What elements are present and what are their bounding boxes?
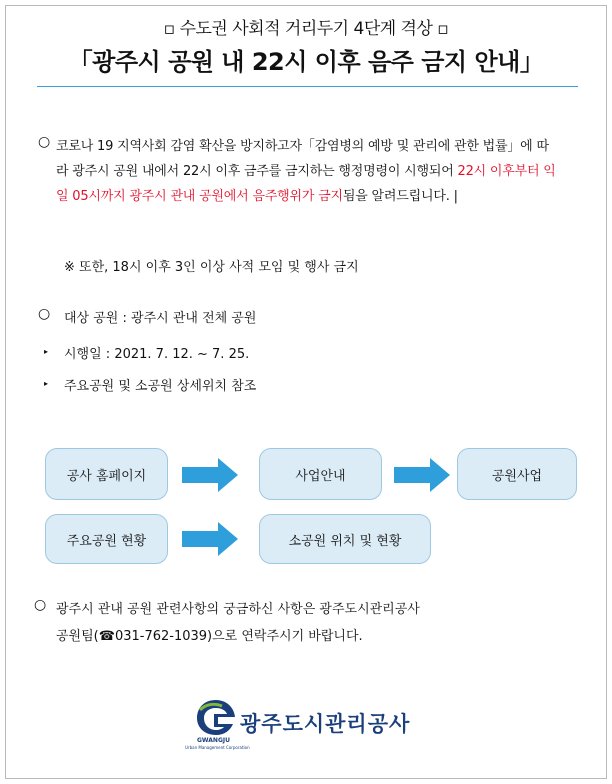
company-name-en: GWANGJU [197, 737, 230, 744]
gwangju-logo-icon [194, 698, 238, 738]
flow-box-business: 사업안내 [259, 448, 382, 500]
notice-text-part2: 됨을 알려드립니다. | [342, 189, 458, 204]
flow-box-homepage: 공사 홈페이지 [45, 448, 168, 500]
flow-box-main-parks: 주요공원 현황 [45, 514, 168, 564]
title-divider [37, 86, 578, 87]
contact-line-2: 공원팀(☎031-762-1039)으로 연락주시기 바랍니다. [56, 629, 363, 644]
gathering-note: ※ 또한, 18시 이후 3인 이상 사적 모임 및 행사 금지 [64, 260, 359, 275]
reference: 주요공원 및 소공원 상세위치 참조 [64, 379, 257, 394]
circle-bullet-icon: ○ [38, 134, 51, 150]
notice-paragraph [56, 134, 556, 209]
circle-bullet-icon: ○ [38, 306, 51, 322]
company-subtitle-en: Urban Management Corporation [185, 745, 250, 750]
flow-box-small-parks: 소공원 위치 및 현황 [259, 514, 431, 564]
contact-line-1: 광주시 관내 공원 관련사항의 궁금하신 사항은 광주도시관리공사 [56, 602, 420, 617]
triangle-bullet-icon: ▸ [44, 379, 49, 388]
period: 시행일 : 2021. 7. 12. ~ 7. 25. [64, 347, 250, 362]
notice-text-part1: 코로나 19 지역사회 감염 확산을 방지하고자「감염병의 예방 및 관리에 관한 법률」에 따라 광주시 공원 내에서 22시 이후 금주를 금지하는 행정명령이 시행되어 [56, 139, 549, 179]
circle-bullet-icon: ○ [34, 597, 47, 613]
target-park: 대상 공원 : 광주시 관내 전체 공원 [64, 311, 257, 326]
triangle-bullet-icon: ▸ [44, 347, 49, 356]
flow-box-park-business: 공원사업 [457, 448, 577, 500]
arrow-right-icon [394, 458, 450, 492]
arrow-right-icon [182, 458, 238, 492]
notice-highlight: 22시 이후부터 익일 05시까지 광주시 관내 공원에서 음주행위가 금지 [56, 164, 556, 204]
page-title: 「광주시 공원 내 22시 이후 음주 금지 안내」 [68, 48, 544, 76]
company-name: 광주도시관리공사 [240, 712, 411, 736]
contact-info [56, 596, 536, 650]
subtitle: ▫ 수도권 사회적 거리두기 4단계 격상 ▫ [163, 19, 449, 39]
arrow-right-icon [182, 522, 238, 556]
